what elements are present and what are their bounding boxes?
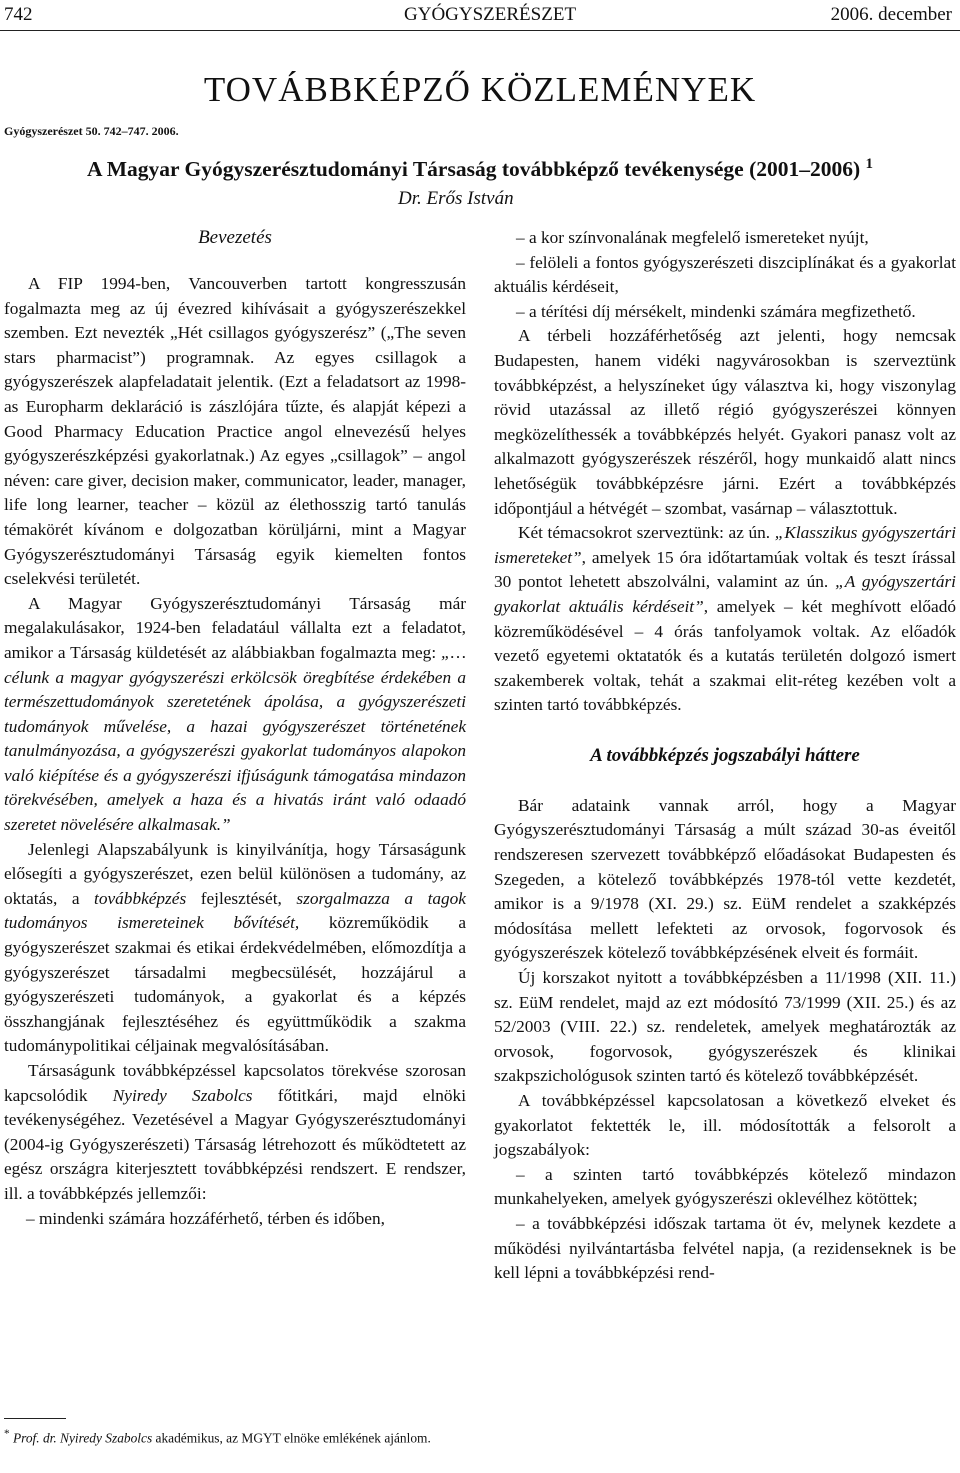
list-item: – a térítési díj mérsékelt, mindenki számára megfizethető. [516, 301, 916, 321]
footnote-name: Prof. dr. Nyiredy Szabolcs [12, 1430, 153, 1446]
paragraph-text: Jelenlegi Alapszabályunk is kinyilvánítja, hogy Társaságunk elősegíti a gyógyszerészet, ezen belül különösen a tudomány, az oktatás, a [4, 839, 466, 908]
list-item: – a szinten tartó továbbképzés kötelező mindazon munkahelyeken, amelyek gyógyszerészi oklevélhez kötöttek; [494, 1164, 956, 1209]
list-item: – a kor színvonalának megfelelő ismereteket nyújt, [516, 228, 869, 247]
running-header [0, 0, 960, 30]
author: Dr. Erős István [398, 188, 514, 209]
page-number: 742 [4, 4, 33, 25]
footnote-rule [4, 1418, 66, 1419]
quote-text: „…célunk a magyar gyógyszerészi erkölcsök öregbítése érdekében a természettudományok szeretetének ápolása, a gyógyszerészeti tudományok művelése, a hazai gyógyszerészet történetének tanulmányozása, a gyógyszerészi gyakorlat tudományos alapokon való kiépítése és a gyógyszerészi ifjúságunk támogatása mindazon törekvésében, amelyek a haza és a hivatás iránt való odaadó szeretet növelésére alkalmasak.” [4, 642, 466, 835]
footnote-mark: * [4, 1428, 10, 1440]
issue-date: 2006. december [830, 4, 952, 25]
footnote-text: akadémikus, az MGYT elnöke emlékének ajánlom. [152, 1430, 431, 1446]
heading-legal-background: A továbbképzés jogszabályi háttere [590, 744, 860, 766]
paragraph: A továbbképzéssel kapcsolatosan a következő elveket és gyakorlatot fektették le, ill. módosították a felsorolt a jogszabályok: [494, 1091, 956, 1160]
paragraph-text: , amelyek 15 óra időtartamúak voltak és teszt írással 30 pontot lehetett abszolválni, valamint az ún. [494, 547, 956, 592]
emphasis: „A gyógyszertári gyakorlat aktuális kérdéseit” [494, 572, 956, 616]
section-title: TOVÁBBKÉPZŐ KÖZLEMÉNYEK [203, 70, 757, 109]
paragraph-text: , amelyek – két meghívott előadó közreműködésével – 4 órás tanfolyamok voltak. Az előadók vezető egyetemi oktatatók és a kutatás területén dolgozó ismert szakemberek voltak, tehát a szakmai elit-réteg kezében volt a szinten tartó továbbképzés. [494, 596, 957, 715]
paragraph-text: Két témacsokrot szerveztünk: az ún. [518, 523, 775, 543]
paragraph [4, 1059, 466, 1207]
paragraph [494, 521, 956, 718]
title-footnote-mark: 1 [865, 156, 874, 172]
paragraph: A térbeli hozzáférhetőség azt jelenti, hogy nemcsak Budapesten, hanem vidéki nagyvárosokban is szerveztünk továbbképzést, a helyszíneket úgy választva ki, hogy viszonylag rövid utazással az illető régió gyógyszerészei könnyen megközelíthessék a továbbképzés helyét. Gyakori panasz volt az alkalmazott gyógyszerészek részéről, hogy munkaidő alatt nincs lehetőségük továbbképzésre járni. Ezért a továbbképzés időpontjául a hétvégét – szombat, vasárnap – választottuk. [494, 326, 956, 518]
article-title-text: A Magyar Gyógyszerésztudományi Társaság továbbképző tevékenysége (2001–2006) [86, 157, 861, 182]
paragraph: Bár adataink vannak arról, hogy a Magyar Gyógyszerésztudományi Társaság a múlt század 30-as éveitől rendszeresen szervezett továbbképző előadásokat Budapesten és Szegeden, a kötelező továbbképzés 1978-tól vette kezdetét, amikor is a 9/1978 (XI. 29.) sz. EüM rendelet a szakképzés módosítása mellett lefekteti az orvosok, fogorvosok és gyógyszerészek kötelező továbbképzésének elveit és formáit. [494, 795, 956, 963]
person-name: Nyiredy Szabolcs [112, 1085, 253, 1105]
paragraph-text: A Magyar Gyógyszerésztudományi Társaság már megalakulásakor, 1924-ben feladatául vállalta ezt a feladatot, amikor a Társaság küldetését az alábbiakban fogalmazta meg: [4, 593, 466, 662]
paragraph: Új korszakot nyitott a továbbképzésben a 11/1998 (XII. 11.) sz. EüM rendelet, majd az ezt módosító 73/1999 (XII. 25.) és az 52/2003 (VIII. 22.) sz. rendeletek, amelyek meghatározták az orvosok, fogorvosok, gyógyszerészek és klinikai szakpszichológusok szinten tartó és kötelező továbbképzését. [494, 968, 956, 1086]
emphasis: „Klasszikus gyógyszertári ismereteket” [494, 523, 956, 567]
paragraph [4, 838, 466, 1059]
citation: Gyógyszerészet 50. 742–747. 2006. [4, 124, 179, 138]
heading-introduction: Bevezetés [198, 227, 272, 248]
emphasis: szorgalmazza a tagok tudományos ismereteinek bővítését, [4, 888, 466, 933]
article-title [0, 150, 960, 183]
emphasis: továbbképzés [94, 888, 187, 908]
paragraph: A FIP 1994-ben, Vancouverben tartott kongresszusán fogalmazta meg az új évezred kihívásait a gyógyszerészekkel szemben. Ezt nevezték „Hét csillagos gyógyszerész” („The seven stars pharmacist”) programnak. Az egyes csillagok a gyógyszerészek alapfeladatait jelentik. (Ezt a feladatsort az 1998-as Europharm deklaráció is zászlójára tűzte, és alapját képezi a Good Pharmacy Education Practice angol elnevezésű helyes gyógyszerészképzési gyakorlatnak.) Az egyes „csillagok” – angol néven: care giver, decision maker, communicator, leader, manager, life long learner, teacher – közül az élethosszig tartó tanulás témakörét kívánom e dolgozatban körüljárni, mint a Magyar Gyógyszerésztudományi Társaság egyik kiemelten fontos cselekvési területét. [4, 274, 466, 589]
paragraph-text: fejlesztését, [186, 888, 297, 908]
left-column [4, 226, 466, 1231]
list-item: – a továbbképzési időszak tartama öt év, melynek kezdete a működési nyilvántartásba felvétel napja, (a rezidenseknek is be kell lépni a továbbképzési rend- [494, 1213, 956, 1283]
journal-name: GYÓGYSZERÉSZET [404, 4, 577, 25]
right-column [494, 226, 956, 1286]
paragraph-text: Társaságunk továbbképzéssel kapcsolatos törekvése szorosan kapcsolódik [4, 1061, 466, 1105]
list-item: – felöleli a fontos gyógyszerészeti diszciplínákat és a gyakorlat aktuális kérdéseit, [494, 252, 956, 297]
list-item: – mindenki számára hozzáférhető, térben és időben, [26, 1208, 385, 1228]
paragraph-text: közreműködik a gyógyszerészet szakmai és etikai érdekvédelmében, előmozdítja a gyógyszerészet társadalmi megbecsülését, hozzájárul a gyógyszerészeti tudományok, a gyakorlat és a képzés összhangjának fejlesztéséhez és együttműködik a szakma tudománypolitikai céljainak megvalósításában. [4, 913, 467, 1056]
footnote [4, 1426, 466, 1446]
header-rule [0, 30, 960, 31]
paragraph-text: főtitkári, majd elnöki tevékenységéhez. Vezetésével a Magyar Gyógyszerésztudományi (2004-ig Gyógyszerészeti) Társaság létrehozott és működtetett az egész országra kiterjesztett továbbképzési rendszert. E rendszer, ill. a továbbképzés jellemzői: [4, 1085, 466, 1203]
paragraph [4, 592, 466, 838]
